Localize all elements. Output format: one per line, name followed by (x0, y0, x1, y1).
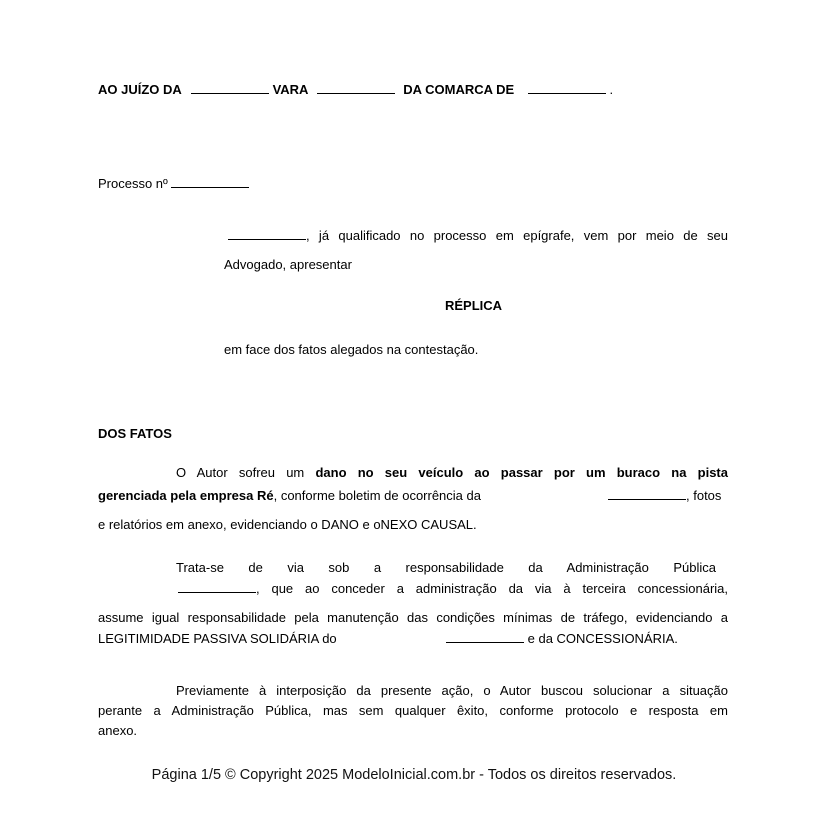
processo-label: Processo nº (98, 176, 168, 191)
p1-text-2: , conforme boletim de ocorrência da (273, 488, 481, 503)
blank-field (528, 83, 606, 94)
p1-line-2 (98, 488, 728, 503)
header-part-1: AO JUÍZO DA (98, 82, 182, 97)
blank-field (608, 489, 686, 500)
header-part-2: VARA (272, 82, 308, 97)
page-footer: Página 1/5 © Copyright 2025 ModeloInicial.com.br - Todos os direitos reservados. (151, 767, 677, 783)
p3-line-2: perante a Administração Pública, mas sem qualquer êxito, conforme protocolo e resposta em (98, 703, 728, 718)
blank-field (191, 83, 269, 94)
processo-line (98, 176, 249, 191)
p1-bold-text: dano no seu veículo ao passar por um buraco na pista (315, 465, 728, 480)
p2-text-4a: LEGITIMIDADE PASSIVA SOLIDÁRIA do (98, 631, 337, 646)
p1-text: O Autor sofreu um (176, 465, 305, 480)
intro-text: , já qualificado no processo em epígrafe, vem por meio de seu (306, 228, 728, 243)
section-title: DOS FATOS (98, 426, 172, 441)
header-part-3: DA COMARCA DE (403, 82, 515, 97)
replica-subtitle: em face dos fatos alegados na contestação. (224, 342, 479, 357)
p1-text-3: , fotos (686, 488, 722, 503)
court-header (98, 82, 613, 97)
p3-line-3: anexo. (98, 723, 138, 738)
p2-text-4b: e da CONCESSIONÁRIA. (527, 631, 678, 646)
blank-field (317, 83, 395, 94)
intro-line-1 (228, 228, 728, 243)
p1-bold-text-2: gerenciada pela empresa Ré (98, 488, 274, 503)
p2-text-2: , que ao conceder a administração da via à terceira concessionária, (256, 581, 728, 596)
blank-field (446, 632, 524, 643)
p2-line-3: assume igual responsabilidade pela manutenção das condições mínimas de tráfego, evidenciando a (98, 610, 728, 625)
replica-title: RÉPLICA (445, 298, 503, 313)
p1-line-3: e relatórios em anexo, evidenciando o DANO e oNEXO CAUSAL. (98, 517, 477, 532)
p2-line-1: Trata-se de via sob a responsabilidade da Administração Pública (176, 560, 716, 575)
blank-field (178, 582, 256, 593)
blank-field (228, 229, 306, 240)
p3-line-1: Previamente à interposição da presente ação, o Autor buscou solucionar a situação (176, 683, 728, 698)
blank-field (171, 177, 249, 188)
p2-line-4 (98, 631, 728, 646)
p1-line-1 (98, 465, 728, 480)
intro-line-2: Advogado, apresentar (224, 257, 352, 272)
header-end: . (609, 82, 614, 97)
p2-line-2 (98, 581, 728, 596)
